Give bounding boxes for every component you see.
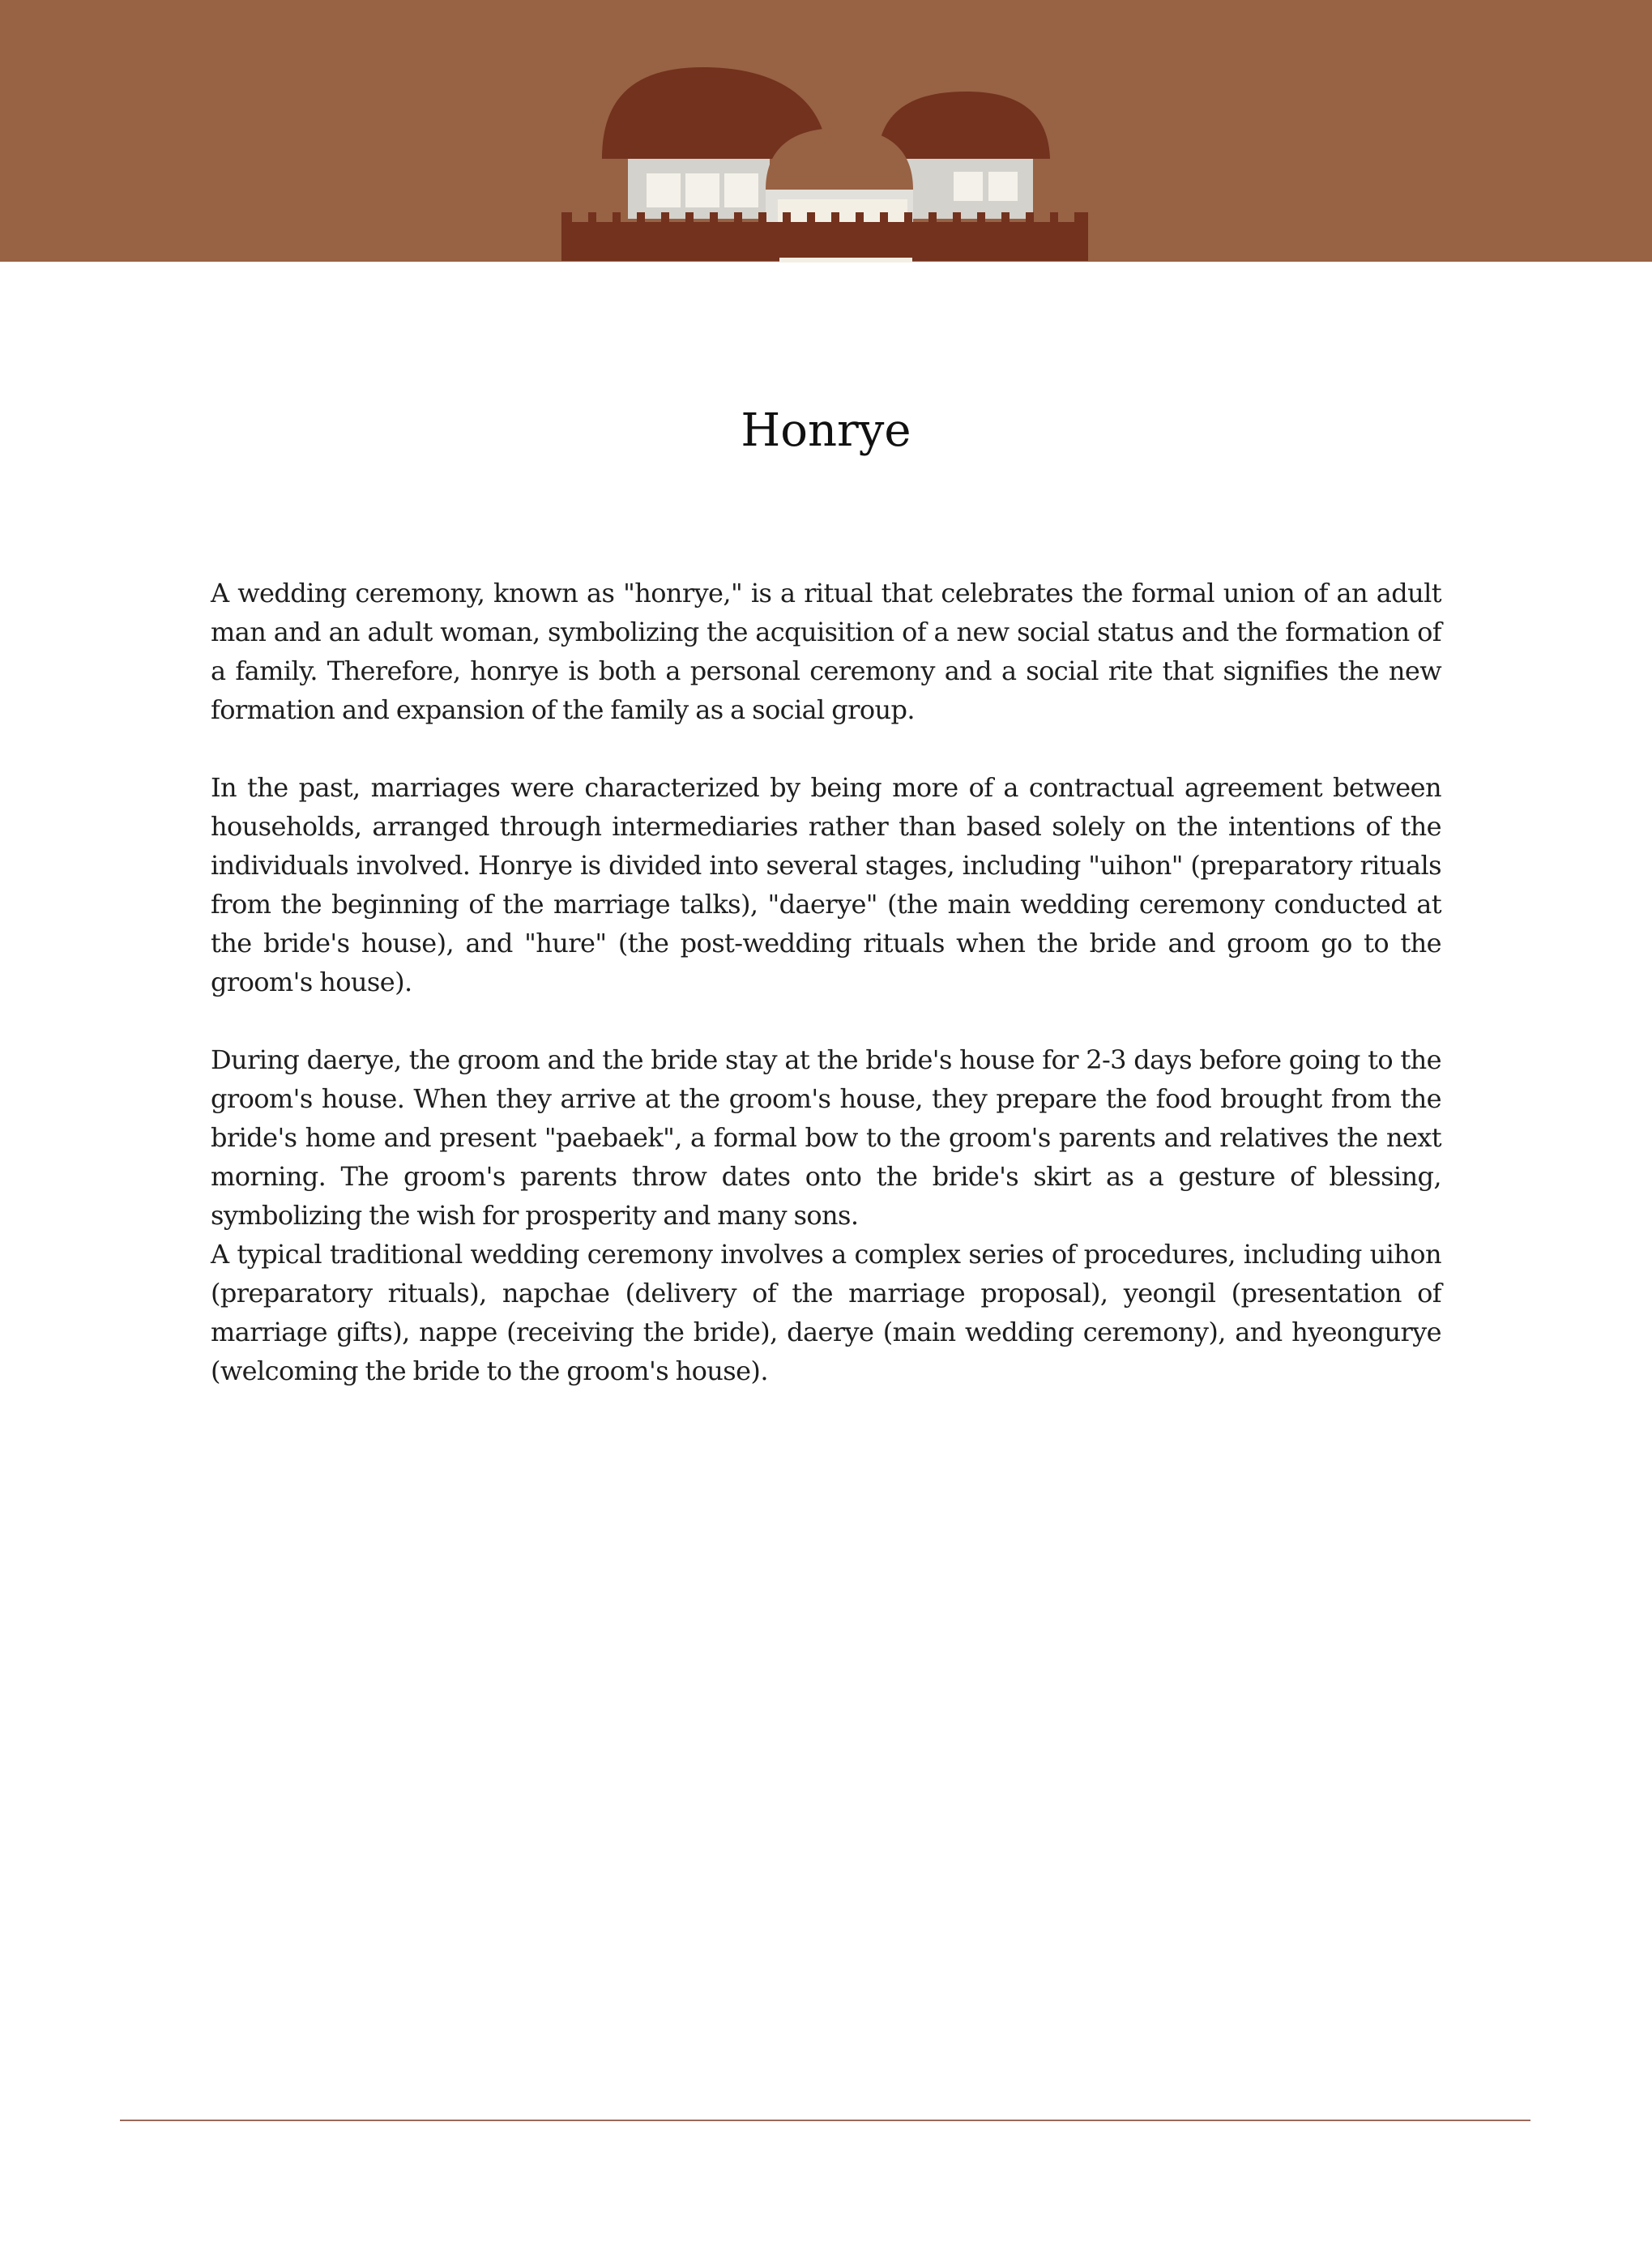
hanok-illustration <box>0 0 1652 267</box>
page-title: Honrye <box>741 404 911 457</box>
left-house-window <box>647 173 681 207</box>
paragraph-history: In the past, marriages were characterized by being more of a contractual agreement between households, arranged through intermediaries rather than based solely on the intentions of the individuals involved. Honrye is divided into several stages, including "uihon" (preparatory rituals from the beginning of the marriage talks), "daerye" (the main wedding ceremony conducted at the bride's house), and "hure" (the post-wedding rituals when the bride and groom go to the groom's house). <box>211 772 1441 997</box>
left-house-window <box>724 173 758 207</box>
right-house-roof <box>877 92 1050 159</box>
footer-rule <box>120 2120 1530 2121</box>
right-house-window <box>988 172 1018 201</box>
left-house-window <box>685 173 719 207</box>
right-house-window <box>954 172 983 201</box>
body-text <box>211 574 1441 1390</box>
paragraph-intro: A wedding ceremony, known as "honrye," is a ritual that celebrates the formal union of an adult man and an adult woman, symbolizing the acquisition of a new social status and the formation of a family. Therefore, honrye is both a personal ceremony and a social rite that signifies the new formation and expansion of the family as a social group. <box>211 578 1441 725</box>
fence-gate-opening <box>779 258 912 263</box>
paragraph-procedures: A typical traditional wedding ceremony involves a complex series of procedures, including uihon (preparatory rituals), napchae (delivery of the marriage proposal), yeongil (presentation of marriage gifts), nappe (receiving the bride), daerye (main wedding ceremony), and hyeongurye (welcoming the bride to the groom's house). <box>211 1239 1441 1386</box>
paragraph-daerye: During daerye, the groom and the bride stay at the bride's house for 2-3 days before going to the groom's house. When they arrive at the groom's house, they prepare the food brought from the bride's home and present "paebaek", a formal bow to the groom's parents and relatives the next morning. The groom's parents throw dates onto the bride's skirt as a gesture of blessing, symbolizing the wish for prosperity and many sons. <box>211 1044 1441 1231</box>
